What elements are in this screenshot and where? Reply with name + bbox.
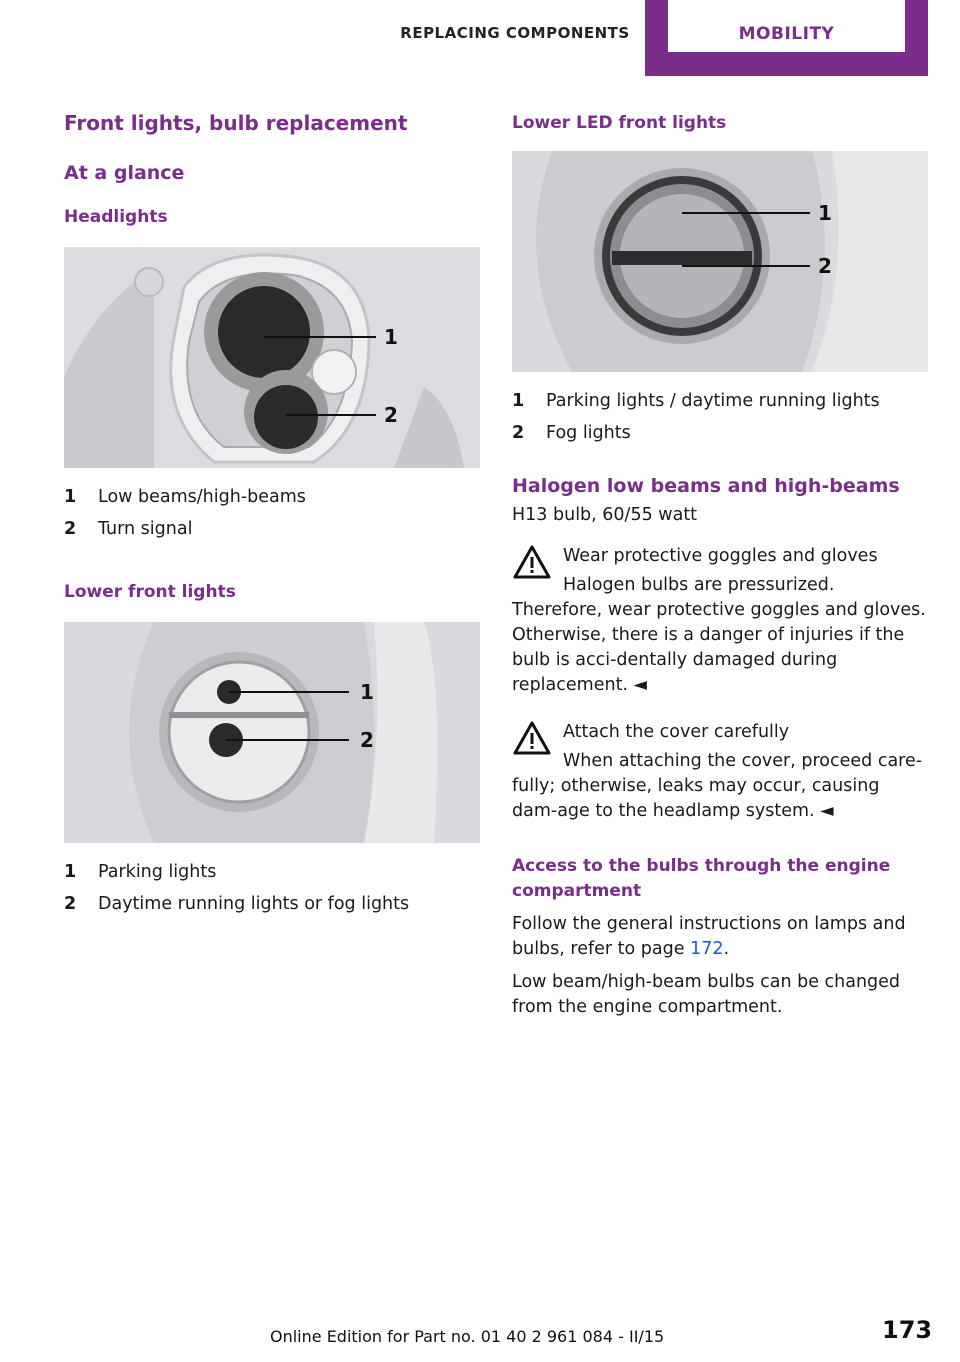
list-item [64, 888, 482, 920]
warning-goggles [512, 540, 930, 698]
running-header-section: REPLACING COMPONENTS [400, 24, 630, 42]
callout-number: 2 [512, 423, 525, 443]
figure-label-2: 2 [818, 254, 832, 278]
chapter-tab-label: MOBILITY [668, 0, 905, 52]
access-heading: Access to the bulbs through the engine compartment [512, 856, 891, 901]
list-item [512, 385, 930, 417]
figure-label-1: 1 [818, 201, 832, 225]
figure-label-1: 1 [360, 680, 374, 704]
callout-text: Parking lights [98, 862, 217, 882]
callout-number: 1 [64, 487, 77, 507]
list-item [64, 513, 482, 545]
callout-number: 1 [512, 391, 525, 411]
access-paragraph-2: Low beam/high-beam bulbs can be changed from the engine compartment. [512, 972, 901, 1017]
lower-front-lights-callout-list [64, 856, 482, 920]
callout-text: Turn signal [98, 519, 193, 539]
headlights-heading: Headlights [64, 207, 168, 227]
headlights-callout-list [64, 481, 482, 545]
callout-text: Daytime running lights or fog lights [98, 894, 410, 914]
list-item [64, 481, 482, 513]
figure-label-2: 2 [384, 403, 398, 427]
warning-triangle-icon [512, 720, 552, 756]
warning-title: Wear protective goggles and gloves [563, 546, 878, 566]
warning-body: Halogen bulbs are pressurized. Therefore, wear protective goggles and gloves. Otherwise, there is a danger of injuries if the bulb is acci‐dentally damaged during replacement. ◄ [512, 575, 926, 695]
access-paragraph-1 [512, 912, 930, 962]
page-reference-link[interactable]: 172 [690, 939, 724, 959]
figure-label-1: 1 [384, 325, 398, 349]
left-column [64, 106, 482, 920]
page-number: 173 [882, 1316, 933, 1344]
callout-number: 1 [64, 862, 77, 882]
warning-cover [512, 716, 930, 824]
access-text: Follow the general instructions on lamps and bulbs, refer to page [512, 914, 906, 959]
headlights-figure [64, 247, 480, 468]
bulb-spec: H13 bulb, 60/55 watt [512, 505, 698, 525]
halogen-heading: Halogen low beams and high-beams [512, 475, 900, 497]
lower-front-lights-heading: Lower front lights [64, 582, 236, 602]
figure-label-2: 2 [360, 728, 374, 752]
access-text-end: . [723, 939, 730, 959]
callout-text: Parking lights / daytime running lights [546, 391, 880, 411]
callout-number: 2 [64, 894, 77, 914]
list-item [512, 417, 930, 449]
section-title: Front lights, bulb replacement [64, 111, 408, 135]
right-column [512, 106, 930, 1020]
callout-text: Low beams/high-beams [98, 487, 306, 507]
warning-triangle-icon [512, 544, 552, 580]
led-front-lights-callout-list [512, 385, 930, 449]
callout-text: Fog lights [546, 423, 631, 443]
warning-title: Attach the cover carefully [563, 722, 790, 742]
lower-front-lights-figure [64, 622, 480, 843]
chapter-tab [645, 0, 928, 76]
callout-number: 2 [64, 519, 77, 539]
warning-body: When attaching the cover, proceed care‐fully; otherwise, leaks may occur, causing dam‐age to the headlamp system. ◄ [512, 751, 923, 821]
list-item [64, 856, 482, 888]
led-front-lights-heading: Lower LED front lights [512, 113, 727, 133]
at-a-glance-heading: At a glance [64, 162, 185, 184]
edition-footer: Online Edition for Part no. 01 40 2 961 084 - II/15 [270, 1327, 665, 1346]
led-front-lights-figure [512, 151, 928, 372]
